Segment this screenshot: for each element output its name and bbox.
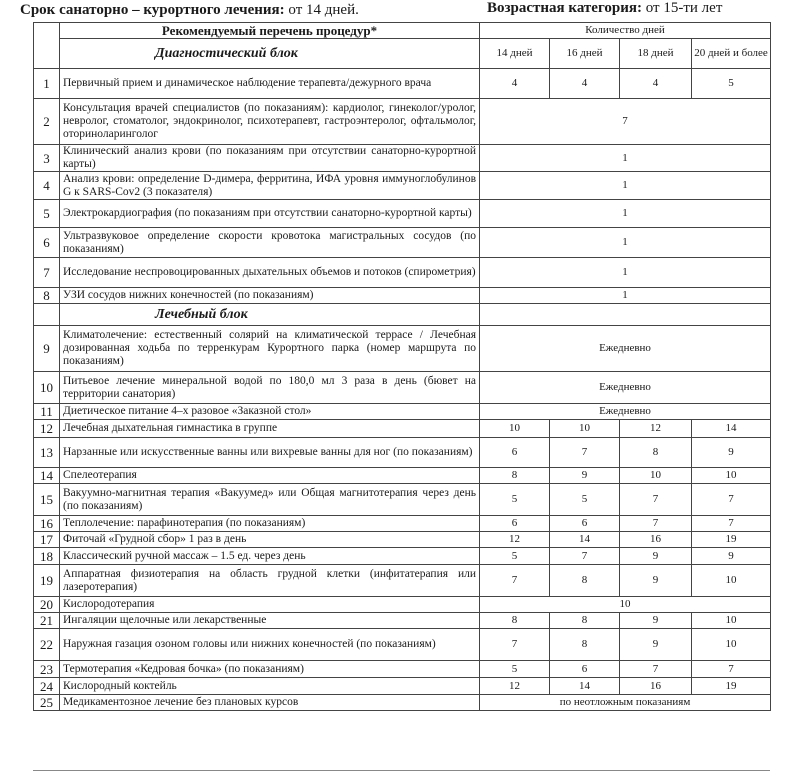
merged-value: Ежедневно <box>480 372 771 404</box>
row-number: 17 <box>34 532 60 548</box>
table-row <box>34 597 771 613</box>
row-number: 5 <box>34 200 60 228</box>
merged-value: по неотложным показаниям <box>480 695 771 711</box>
row-number: 9 <box>34 326 60 372</box>
procedure-name: Климатолечение: естественный солярий на климатической террасе / Лечебная дозированная ходьба по терренкурам Курортного парка (номер маршрута по показаниям) <box>60 326 480 372</box>
row-number: 22 <box>34 629 60 661</box>
merged-value: 1 <box>480 288 771 304</box>
procedure-name: Исследование неспровоцированных дыхательных объемов и потоков (спирометрия) <box>60 258 480 288</box>
day-value: 7 <box>550 438 620 468</box>
row-number: 25 <box>34 695 60 711</box>
row-number: 10 <box>34 372 60 404</box>
row-number: 13 <box>34 438 60 468</box>
row-number: 23 <box>34 661 60 678</box>
row-number: 15 <box>34 484 60 516</box>
day-value: 5 <box>480 548 550 565</box>
merged-value: 1 <box>480 145 771 172</box>
table-row <box>34 200 771 228</box>
day-value: 14 <box>550 532 620 548</box>
row-number: 3 <box>34 145 60 172</box>
table-row <box>34 695 771 711</box>
row-number: 19 <box>34 565 60 597</box>
table-body <box>34 69 771 711</box>
table-row <box>34 372 771 404</box>
row-number: 2 <box>34 99 60 145</box>
day-value: 8 <box>550 613 620 629</box>
day-value: 10 <box>692 468 771 484</box>
table-row <box>34 420 771 438</box>
day-value: 10 <box>692 565 771 597</box>
table-row <box>34 532 771 548</box>
day-value: 14 <box>550 678 620 695</box>
number-header-cell <box>34 23 60 69</box>
procedure-name: Аппаратная физиотерапия на область грудной клетки (инфитатерапия или лазеротерапия) <box>60 565 480 597</box>
day-value: 8 <box>620 438 692 468</box>
day-col-20: 20 дней и более <box>692 39 771 69</box>
table-row <box>34 258 771 288</box>
day-value: 9 <box>620 565 692 597</box>
section-number-cell <box>34 304 60 326</box>
day-value: 7 <box>692 484 771 516</box>
day-value: 7 <box>620 516 692 532</box>
day-value: 8 <box>480 613 550 629</box>
merged-value: 1 <box>480 228 771 258</box>
table-row <box>34 516 771 532</box>
age-line <box>487 0 722 17</box>
row-number: 1 <box>34 69 60 99</box>
merged-value: 10 <box>480 597 771 613</box>
row-number: 11 <box>34 404 60 420</box>
procedures-table <box>33 22 771 711</box>
day-value: 16 <box>620 532 692 548</box>
age-label: Возрастная категория: <box>487 0 642 16</box>
row-number: 12 <box>34 420 60 438</box>
day-value: 7 <box>620 661 692 678</box>
day-value: 7 <box>550 548 620 565</box>
day-value: 6 <box>480 516 550 532</box>
row-number: 20 <box>34 597 60 613</box>
merged-value: 1 <box>480 172 771 200</box>
day-value: 4 <box>620 69 692 99</box>
table-row <box>34 404 771 420</box>
table-row <box>34 438 771 468</box>
row-number: 4 <box>34 172 60 200</box>
table-row <box>34 678 771 695</box>
day-value: 12 <box>480 532 550 548</box>
procedure-name: Консультация врачей специалистов (по показаниям): кардиолог, гинеколог/уролог, невролог, стоматолог, эндокринолог, психотерапевт, гастроэнтеролог, офтальмолог, оториноларинголог <box>60 99 480 145</box>
bottom-divider <box>33 770 770 771</box>
day-value: 9 <box>620 613 692 629</box>
day-value: 19 <box>692 678 771 695</box>
day-col-18: 18 дней <box>620 39 692 69</box>
day-value: 9 <box>550 468 620 484</box>
day-value: 10 <box>550 420 620 438</box>
day-value: 7 <box>692 516 771 532</box>
procedure-name: Наружная газация озоном головы или нижних конечностей (по показаниям) <box>60 629 480 661</box>
days-header: Количество дней <box>480 23 771 39</box>
procedure-name: Спелеотерапия <box>60 468 480 484</box>
table-row <box>34 484 771 516</box>
day-value: 12 <box>620 420 692 438</box>
day-value: 9 <box>620 629 692 661</box>
day-value: 6 <box>550 516 620 532</box>
table-row <box>34 172 771 200</box>
row-number: 16 <box>34 516 60 532</box>
table-row <box>34 613 771 629</box>
procedure-name: Кислородотерапия <box>60 597 480 613</box>
merged-value: 1 <box>480 200 771 228</box>
day-value: 7 <box>480 629 550 661</box>
procedure-name: Ультразвуковое определение скорости кровотока магистральных сосудов (по показаниям) <box>60 228 480 258</box>
table-row <box>34 548 771 565</box>
row-number: 7 <box>34 258 60 288</box>
table-row <box>34 69 771 99</box>
day-value: 5 <box>550 484 620 516</box>
procedure-name: Вакуумно-магнитная терапия «Вакуумед» или Общая магнитотерапия через день (по показаниям) <box>60 484 480 516</box>
procedure-name: Ингаляции щелочные или лекарственные <box>60 613 480 629</box>
section-diagnostic: Диагностический блок <box>60 39 480 69</box>
procedure-name: Электрокардиография (по показаниям при отсутствии санаторно-курортной карты) <box>60 200 480 228</box>
table-row <box>34 468 771 484</box>
section-empty-cell <box>480 304 771 326</box>
duration-line <box>20 2 359 19</box>
day-value: 7 <box>480 565 550 597</box>
day-value: 7 <box>692 661 771 678</box>
day-value: 9 <box>620 548 692 565</box>
day-value: 9 <box>692 438 771 468</box>
procedure-name: Клинический анализ крови (по показаниям при отсутствии санаторно-курортной карты) <box>60 145 480 172</box>
day-value: 6 <box>480 438 550 468</box>
day-value: 19 <box>692 532 771 548</box>
table-title: Рекомендуемый перечень процедур* <box>60 23 480 39</box>
procedure-name: Термотерапия «Кедровая бочка» (по показаниям) <box>60 661 480 678</box>
table-row <box>34 288 771 304</box>
procedure-name: Анализ крови: определение D-димера, ферритина, ИФА уровня иммуноглобулинов G к SARS-Cov2 (3 показателя) <box>60 172 480 200</box>
day-value: 4 <box>550 69 620 99</box>
day-value: 5 <box>692 69 771 99</box>
procedure-name: Первичный прием и динамическое наблюдение терапевта/дежурного врача <box>60 69 480 99</box>
day-col-14: 14 дней <box>480 39 550 69</box>
row-number: 14 <box>34 468 60 484</box>
day-value: 5 <box>480 661 550 678</box>
day-value: 6 <box>550 661 620 678</box>
page-header <box>0 0 800 22</box>
row-number: 8 <box>34 288 60 304</box>
day-value: 4 <box>480 69 550 99</box>
day-value: 10 <box>692 629 771 661</box>
age-value: от 15-ти лет <box>645 0 723 16</box>
row-number: 24 <box>34 678 60 695</box>
row-number: 18 <box>34 548 60 565</box>
table-row <box>34 99 771 145</box>
day-col-16: 16 дней <box>550 39 620 69</box>
day-value: 10 <box>620 468 692 484</box>
merged-value: Ежедневно <box>480 404 771 420</box>
duration-value: от 14 дней. <box>288 2 359 18</box>
procedure-name: Классический ручной массаж – 1.5 ед. через день <box>60 548 480 565</box>
day-value: 8 <box>550 629 620 661</box>
section-treatment: Лечебный блок <box>60 304 480 326</box>
row-number: 21 <box>34 613 60 629</box>
day-value: 10 <box>692 613 771 629</box>
table-row <box>34 145 771 172</box>
day-value: 10 <box>480 420 550 438</box>
procedure-name: Нарзанные или искусственные ванны или вихревые ванны для ног (по показаниям) <box>60 438 480 468</box>
procedure-name: Лечебная дыхательная гимнастика в группе <box>60 420 480 438</box>
procedure-name: Теплолечение: парафинотерапия (по показаниям) <box>60 516 480 532</box>
merged-value: 7 <box>480 99 771 145</box>
day-value: 9 <box>692 548 771 565</box>
procedure-name: Кислородный коктейль <box>60 678 480 695</box>
procedure-name: Фиточай «Грудной сбор» 1 раз в день <box>60 532 480 548</box>
day-value: 16 <box>620 678 692 695</box>
day-value: 7 <box>620 484 692 516</box>
table-row <box>34 565 771 597</box>
day-value: 8 <box>550 565 620 597</box>
procedure-name: Медикаментозное лечение без плановых курсов <box>60 695 480 711</box>
day-value: 12 <box>480 678 550 695</box>
duration-label: Срок санаторно – курортного лечения: <box>20 2 285 18</box>
table-row <box>34 228 771 258</box>
row-number: 6 <box>34 228 60 258</box>
table-row <box>34 661 771 678</box>
merged-value: Ежедневно <box>480 326 771 372</box>
day-value: 5 <box>480 484 550 516</box>
day-value: 14 <box>692 420 771 438</box>
table-row <box>34 326 771 372</box>
procedure-name: Питьевое лечение минеральной водой по 180,0 мл 3 раза в день (бювет на территории санатория) <box>60 372 480 404</box>
procedure-name: Диетическое питание 4–х разовое «Заказной стол» <box>60 404 480 420</box>
day-value: 8 <box>480 468 550 484</box>
table-row <box>34 629 771 661</box>
procedure-name: УЗИ сосудов нижних конечностей (по показаниям) <box>60 288 480 304</box>
merged-value: 1 <box>480 258 771 288</box>
